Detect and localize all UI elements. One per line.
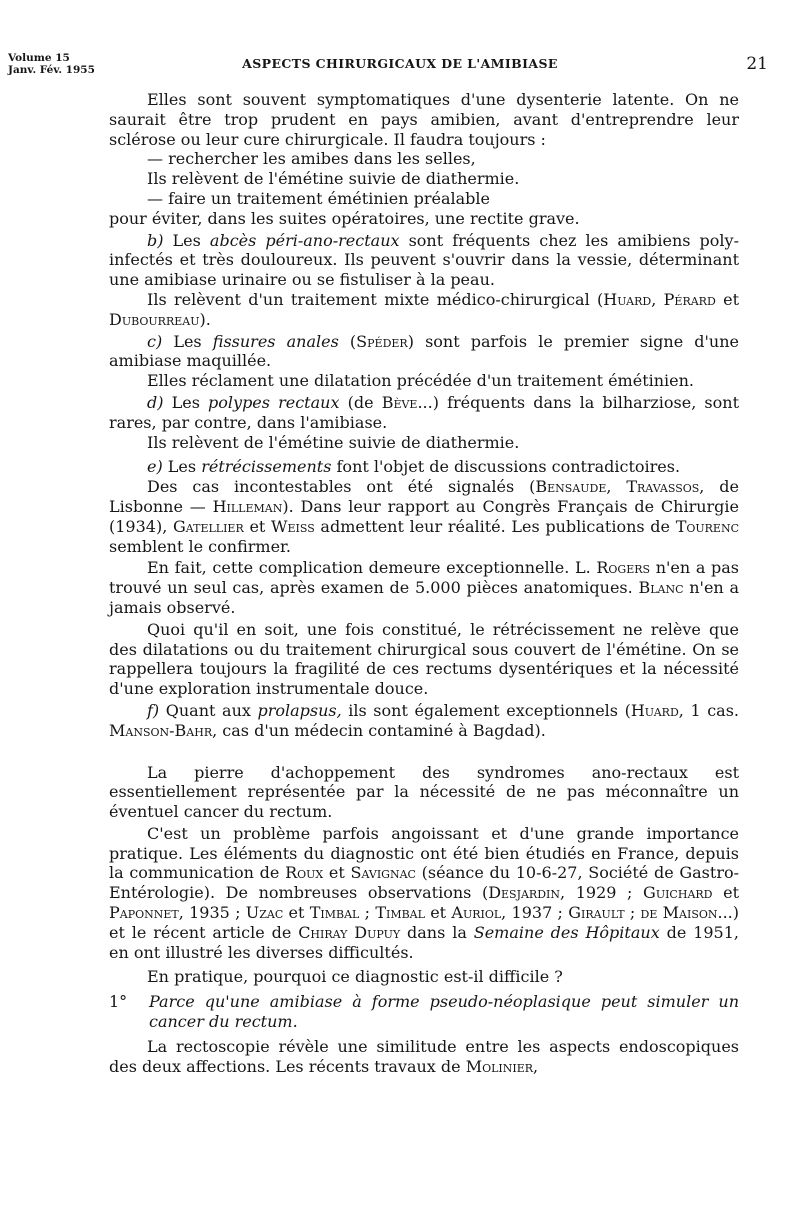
author-name: Tourenc [675,516,740,536]
author-name: Spéder [356,331,408,351]
author-name: Pérard [663,289,716,309]
author-name: Uzac [245,903,284,923]
page-number: 21 [746,54,768,74]
author-name: Huard, [630,700,684,720]
item-label: c) [147,331,163,351]
author-name: Auriol, [451,903,507,923]
item-label: f) [147,700,160,720]
paragraph: En fait, cette complication demeure exceptionnelle. L. Rogers n'en a pas trouvé un seul cas, après examen de 5.000 pièces anatomiques. Blanc n'en a jamais observé. [109,558,740,617]
author-name: Timbal [375,903,425,923]
paragraph: Quoi qu'il en soit, une fois constitué, le rétrécissement ne relève que des dilatations ou du traitement chirurgical sous couvert de l'émétine. On se rappellera toujours la fragilité de ces rectums dysentériques et la nécessité d'une exploration instrumentale douce. [109,619,739,699]
paragraph: Elles réclament une dilatation précédée d'un traitement émétinien. [147,371,695,391]
item-label: d) [147,392,164,412]
author-name: Desjardin, [488,883,566,903]
paragraph: La rectoscopie révèle une similitude entre les aspects endoscopiques des deux affections. Les récents travaux de Molinier, [109,1036,739,1076]
paragraph: En pratique, pourquoi ce diagnostic est-il difficile ? [147,967,563,987]
volume-number: Volume 15 [8,52,70,64]
list-item: — rechercher les amibes dans les selles, [147,149,476,169]
author-name: Blanc [638,578,684,598]
author-name: Gatellier [172,516,244,536]
page-header [0,52,800,86]
running-title: ASPECTS CHIRURGICAUX DE L'AMIBIASE [242,56,558,71]
author-name: Huard, [603,289,657,309]
author-name: de Maison... [640,903,733,923]
author-name: Hilleman [212,496,283,516]
author-name: Dubourreau [109,309,200,329]
author-name: Guichard [643,883,713,903]
term: abcès péri-ano-rectaux [209,230,400,250]
author-name: Savignac [350,863,416,883]
paragraph-e: e) Les rétrécissements font l'objet de discussions contradictoires. [147,457,681,477]
paragraph: pour éviter, dans les suites opératoires, une rectite grave. [109,208,580,228]
author-name: Chiray Dupuy [298,922,401,942]
term: rétrécissements [201,457,332,477]
author-name: Weiss [271,516,315,536]
item-label: b) [147,230,164,250]
author-name: Timbal [309,903,360,923]
numbered-item: 1° Parce qu'une amibiase à forme pseudo-néoplasique peut simuler un cancer du rectum. [109,992,739,1032]
paragraph: Des cas incontestables ont été signalés (Bensaude, Travassos, de Lisbonne — Hilleman). Dans leur rapport au Congrès Français de Chirurgie (1934), Gatellier et Weiss admettent leur réalité. Les publications de Tourenc semblent le confirmer. [109,477,740,556]
paragraph-f: f) Quant aux prolapsus, ils sont également exceptionnels (Huard, 1 cas. Manson-Bahr, cas d'un médecin contaminé à Bagdad). [109,700,739,740]
item-number: 1° [109,992,128,1012]
term: prolapsus, [257,700,342,720]
paragraph: La pierre d'achoppement des syndromes ano-rectaux est essentiellement représentée par la nécessité de ne pas méconnaître un éventuel cancer du rectum. [109,762,739,822]
author-name: Molinier, [465,1056,539,1076]
paragraph: Ils relèvent d'un traitement mixte médico-chirurgical (Huard, Pérard et Dubourreau). [109,289,740,329]
paragraph-b: b) Les abcès péri-ano-rectaux sont fréquents chez les amibiens poly-infectés et très douloureux. Ils peuvent s'ouvrir dans la vessie, déterminant une amibiase urinaire ou se fistuliser à la peau. [109,230,739,290]
list-item: Ils relèvent de l'émétine suivie de diathermie. [147,169,520,189]
author-name: Manson-Bahr, [109,720,218,740]
paragraph-d: d) Les polypes rectaux (de Bève...) fréquents dans la bilharziose, sont rares, par contre, dans l'amibiase. [109,392,740,432]
author-name: Girault [568,903,625,923]
item-label: e) [147,457,163,477]
article-body [109,90,739,1076]
author-name: Bensaude, Travassos, [535,477,705,497]
journal-title: Semaine des Hôpitaux [473,922,660,942]
issue-date: Janv. Fév. 1955 [8,64,95,76]
term: fissures anales [212,331,339,351]
paragraph: Ils relèvent de l'émétine suivie de diathermie. [147,432,520,452]
author-name: Rogers [596,558,651,578]
list-item: — faire un traitement émétinien préalable [147,188,490,208]
paragraph-c: c) Les fissures anales (Spéder) sont parfois le premier signe d'une amibiase maquillée. [109,331,739,371]
author-name: Paponnet, [109,903,184,923]
term: polypes rectaux [208,392,340,412]
paragraph: Elles sont souvent symptomatiques d'une dysenterie latente. On ne saurait être trop prudent en pays amibien, avant d'entreprendre leur sclérose ou leur cure chirurgicale. Il faudra toujours : [109,90,739,149]
paragraph: C'est un problème parfois angoissant et d'une grande importance pratique. Les éléments du diagnostic ont été bien étudiés en France, depuis la communication de Roux et Savignac (séance du 10-6-27, Société de Gastro-Entérologie). De nombreuses observations (Desjardin, 1929 ; Guichard et Paponnet, 1935 ; Uzac et Timbal ; Timbal et Auriol, 1937 ; Girault ; de Maison...) et le récent article de Chiray Dupuy dans la Semaine des Hôpitaux de 1951, en ont illustré les diverses difficultés. [109,823,740,962]
author-name: Roux [285,863,324,883]
author-name: Bève... [381,392,433,412]
